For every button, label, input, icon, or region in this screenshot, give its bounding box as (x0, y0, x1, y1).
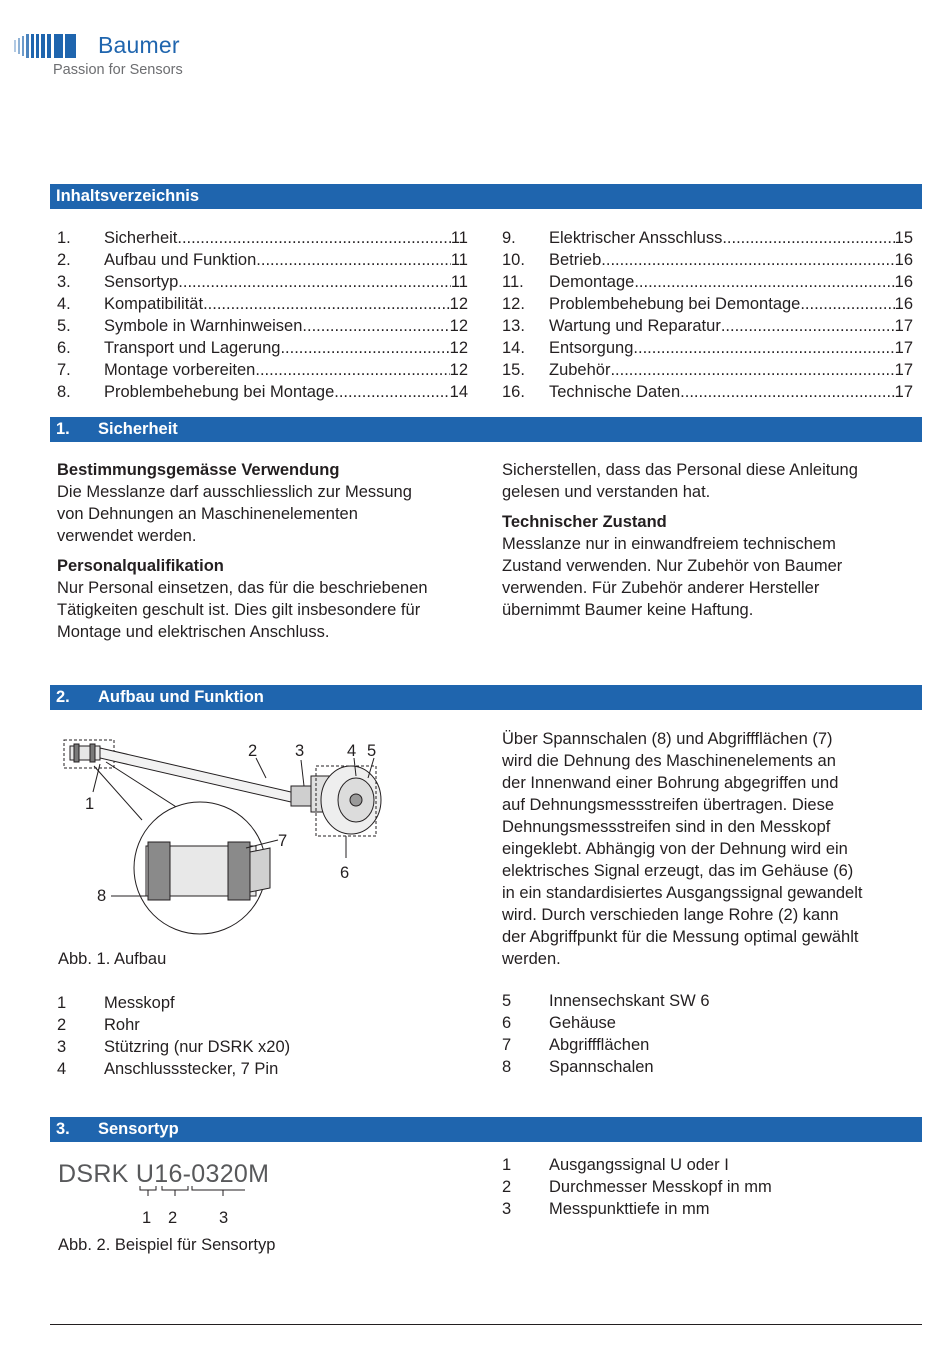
toc-entry-page: 12 (449, 295, 468, 313)
section-3-title: Sensortyp (98, 1120, 179, 1138)
toc-entry-page: 14 (449, 383, 468, 401)
legend-label: Abgriffflächen (549, 1036, 650, 1054)
callout-7: 7 (278, 832, 288, 850)
legend-item (57, 1014, 457, 1036)
clamping-shell-detail (148, 842, 170, 900)
toc-entry-line (104, 381, 468, 403)
toc-entry-line (549, 227, 913, 249)
toc-dot-leader (178, 271, 451, 293)
legend-number: 8 (502, 1058, 512, 1076)
toc-entry-number: 4. (57, 295, 71, 313)
figure-2-caption: Abb. 2. Beispiel für Sensortyp (58, 1236, 276, 1254)
heading-technischer-zustand: Technischer Zustand (502, 513, 667, 531)
description-line: der Innenwand einer Bohrung abgegriffen und (502, 774, 839, 792)
toc-entry[interactable] (502, 337, 913, 359)
toc-dot-leader (800, 293, 894, 315)
footer-divider (50, 1324, 922, 1325)
description-line: wird die Dehnung des Maschinenelements an (502, 752, 836, 770)
toc-entry-label: Problembehebung bei Demontage (549, 295, 801, 313)
toc-entry[interactable] (57, 293, 468, 315)
legend-number: 7 (502, 1036, 512, 1054)
toc-entry[interactable] (502, 293, 913, 315)
toc-entry-label: Sensortyp (104, 273, 179, 291)
type-code-markers (135, 1186, 245, 1230)
legend-number: 2 (57, 1016, 67, 1034)
toc-entry-label: Montage vorbereiten (104, 361, 256, 379)
toc-entry-number: 9. (502, 229, 516, 247)
toc-entry[interactable] (57, 337, 468, 359)
description-line: auf Dehnungsmessstreifen übertragen. Diese (502, 796, 835, 814)
legend-label: Durchmesser Messkopf in mm (549, 1178, 772, 1196)
text-line: verwenden. Für Zubehör anderer Hersteller (502, 579, 820, 597)
toc-entry[interactable] (502, 315, 913, 337)
toc-entry-line (104, 337, 468, 359)
toc-entry-line (549, 271, 913, 293)
text-line: Die Messlanze darf ausschliesslich zur Messung (57, 483, 412, 501)
toc-entry-page: 11 (450, 229, 468, 247)
toc-entry-label: Elektrischer Ansschluss (549, 229, 723, 247)
toc-entry[interactable] (502, 381, 913, 403)
text-line: gelesen und verstanden hat. (502, 483, 711, 501)
toc-dot-leader (255, 359, 449, 381)
description-line: eingeklebt. Abhängig von der Dehnung wird ein (502, 840, 848, 858)
text-line: Nur Personal einsetzen, das für die beschriebenen (57, 579, 428, 597)
section-1-number: 1. (56, 420, 70, 438)
legend-item (502, 1176, 902, 1198)
toc-entry-label: Sicherheit (104, 229, 178, 247)
baumer-logo (14, 30, 204, 85)
toc-entry-label: Problembehebung bei Montage (104, 383, 335, 401)
legend-number: 1 (502, 1156, 512, 1174)
text-line: Montage und elektrischen Anschluss. (57, 623, 330, 641)
toc-entry-page: 12 (449, 317, 468, 335)
section-2-legend-left (57, 992, 457, 1080)
toc-entry-page: 11 (450, 273, 468, 291)
legend-item (57, 1058, 457, 1080)
measuring-lance-figure (56, 728, 396, 938)
legend-label: Ausgangssignal U oder I (549, 1156, 729, 1174)
toc-entry[interactable] (502, 359, 913, 381)
legend-item (57, 992, 457, 1014)
toc-entry-number: 15. (502, 361, 525, 379)
toc-entry-label: Betrieb (549, 251, 602, 269)
legend-label: Anschlussstecker, 7 Pin (104, 1060, 279, 1078)
text-line: Tätigkeiten geschult ist. Dies gilt insbesondere für (57, 601, 421, 619)
legend-number: 5 (502, 992, 512, 1010)
toc-dot-leader (634, 271, 894, 293)
toc-entry[interactable] (502, 227, 913, 249)
callout-1: 1 (85, 795, 95, 813)
text-line: übernimmt Baumer keine Haftung. (502, 601, 754, 619)
toc-entry-line (104, 315, 468, 337)
legend-label: Innensechskant SW 6 (549, 992, 710, 1010)
legend-number: 6 (502, 1014, 512, 1032)
legend-item (502, 1154, 902, 1176)
toc-entry-label: Transport und Lagerung (104, 339, 281, 357)
toc-dot-leader (177, 227, 450, 249)
toc-entry-line (104, 249, 468, 271)
description-line: in ein standardisiertes Ausgangssignal gewandelt (502, 884, 863, 902)
toc-entry-line (549, 315, 913, 337)
toc-entry-number: 14. (502, 339, 525, 357)
toc-entry-label: Aufbau und Funktion (104, 251, 257, 269)
callout-3: 3 (295, 742, 305, 760)
callout-6: 6 (340, 864, 350, 882)
toc-entry-page: 17 (894, 339, 913, 357)
toc-entry-number: 16. (502, 383, 525, 401)
legend-label: Gehäuse (549, 1014, 616, 1032)
code-marker-1: 1 (142, 1209, 152, 1227)
toc-entry-number: 5. (57, 317, 71, 335)
legend-label: Messkopf (104, 994, 175, 1012)
toc-dot-leader (334, 381, 449, 403)
legend-item (502, 990, 902, 1012)
toc-entry-page: 17 (894, 383, 913, 401)
toc-title: Inhaltsverzeichnis (56, 187, 200, 205)
brand-name: Baumer (98, 32, 180, 58)
description-line: wird. Durch verschieden lange Rohre (2) kann (502, 906, 839, 924)
toc-entry-page: 16 (894, 251, 913, 269)
toc-entry-page: 12 (449, 361, 468, 379)
legend-item (502, 1012, 902, 1034)
toc-entry-label: Demontage (549, 273, 635, 291)
toc-entry-number: 8. (57, 383, 71, 401)
code-marker-2: 2 (168, 1209, 178, 1227)
callout-2: 2 (248, 742, 258, 760)
toc-entry[interactable] (502, 271, 913, 293)
toc-entry-line (549, 359, 913, 381)
section-1-header (50, 417, 922, 442)
toc-entry-line (549, 337, 913, 359)
description-line: der Abgriffpunkt für die Messung optimal gewählt (502, 928, 859, 946)
section-3-legend (502, 1154, 902, 1220)
heading-personal: Personalqualifikation (57, 557, 224, 575)
toc-entry-page: 16 (894, 295, 913, 313)
baumer-logo-icon (14, 34, 94, 58)
heading-bestimmung: Bestimmungsgemässe Verwendung (57, 461, 340, 479)
callout-8: 8 (97, 887, 107, 905)
toc-entry-page: 11 (450, 251, 468, 269)
legend-item (57, 1036, 457, 1058)
legend-number: 4 (57, 1060, 67, 1078)
toc-entry-number: 13. (502, 317, 525, 335)
toc-entry-label: Kompatibilität (104, 295, 204, 313)
toc-entry-line (104, 293, 468, 315)
legend-label: Spannschalen (549, 1058, 654, 1076)
toc-entry-number: 12. (502, 295, 525, 313)
section-2-description (502, 728, 922, 970)
section-3-header (50, 1117, 922, 1142)
description-line: Dehnungsmessstreifen sind in den Messkopf (502, 818, 831, 836)
toc-entry-number: 11. (502, 273, 524, 291)
toc-dot-leader (680, 381, 894, 403)
toc-entry-line (549, 293, 913, 315)
toc-dot-leader (256, 249, 451, 271)
toc-entry[interactable] (57, 315, 468, 337)
section-2-header (50, 685, 922, 710)
toc-entry-number: 2. (57, 251, 71, 269)
toc-entry-page: 12 (449, 339, 468, 357)
section-1-title: Sicherheit (98, 420, 178, 438)
callout-4: 4 (347, 742, 357, 760)
toc-entry[interactable] (502, 249, 913, 271)
toc-right-column (502, 227, 913, 403)
section-3-number: 3. (56, 1120, 70, 1138)
toc-entry-label: Technische Daten (549, 383, 681, 401)
toc-dot-leader (633, 337, 894, 359)
text-line: Zustand verwenden. Nur Zubehör von Baumer (502, 557, 843, 575)
toc-dot-leader (302, 315, 449, 337)
toc-entry-number: 3. (57, 273, 71, 291)
figure-1-caption: Abb. 1. Aufbau (58, 950, 167, 968)
toc-left-column (57, 227, 468, 403)
toc-header (50, 184, 922, 209)
legend-number: 1 (57, 994, 67, 1012)
legend-label: Stützring (nur DSRK x20) (104, 1038, 291, 1056)
legend-number: 3 (57, 1038, 67, 1056)
legend-item (502, 1056, 902, 1078)
support-ring (291, 786, 311, 806)
brand-tagline: Passion for Sensors (53, 62, 183, 78)
description-line: Über Spannschalen (8) und Abgriffflächen (7) (502, 730, 833, 748)
section-2-legend-right (502, 990, 902, 1078)
toc-entry-page: 17 (894, 361, 913, 379)
toc-entry[interactable] (57, 359, 468, 381)
toc-entry-label: Symbole in Warnhinweisen (104, 317, 303, 335)
toc-entry-page: 17 (894, 317, 913, 335)
toc-entry-number: 6. (57, 339, 71, 357)
text-line: verwendet werden. (57, 527, 197, 545)
toc-entry-line (104, 359, 468, 381)
toc-entry-page: 15 (894, 229, 913, 247)
legend-label: Rohr (104, 1016, 140, 1034)
toc-dot-leader (601, 249, 894, 271)
toc-entry-line (549, 249, 913, 271)
toc-entry-label: Zubehör (549, 361, 611, 379)
toc-entry-number: 1. (57, 229, 71, 247)
toc-entry-page: 16 (894, 273, 913, 291)
toc-entry[interactable] (57, 227, 468, 249)
sensor-type-code: DSRK U16-0320M (58, 1160, 270, 1188)
text-line: Messlanze nur in einwandfreiem technischem (502, 535, 836, 553)
description-line: werden. (502, 950, 561, 968)
legend-number: 2 (502, 1178, 512, 1196)
toc-dot-leader (721, 315, 895, 337)
toc-entry[interactable] (57, 271, 468, 293)
callout-5: 5 (367, 742, 377, 760)
toc-entry-line (104, 271, 468, 293)
toc-entry-line (549, 381, 913, 403)
toc-entry-number: 7. (57, 361, 71, 379)
legend-number: 3 (502, 1200, 512, 1218)
toc-dot-leader (203, 293, 450, 315)
section-1-right-column (502, 459, 922, 621)
text-line: Sicherstellen, dass das Personal diese Anleitung (502, 461, 858, 479)
toc-entry-line (104, 227, 468, 249)
tube (100, 748, 291, 802)
section-1-left-column (57, 459, 477, 643)
toc-dot-leader (610, 359, 894, 381)
section-2-title: Aufbau und Funktion (98, 688, 264, 706)
text-line: von Dehnungen an Maschinenelementen (57, 505, 358, 523)
toc-entry-label: Wartung und Reparatur (549, 317, 721, 335)
toc-entry-number: 10. (502, 251, 525, 269)
description-line: elektrisches Signal erzeugt, das im Gehäuse (6) (502, 862, 854, 880)
legend-item (502, 1198, 902, 1220)
toc-dot-leader (722, 227, 894, 249)
legend-item (502, 1034, 902, 1056)
toc-entry[interactable] (57, 249, 468, 271)
section-2-number: 2. (56, 688, 70, 706)
legend-label: Messpunkttiefe in mm (549, 1200, 710, 1218)
toc-entry[interactable] (57, 381, 468, 403)
code-marker-3: 3 (219, 1209, 229, 1227)
toc-entry-label: Entsorgung (549, 339, 634, 357)
toc-dot-leader (280, 337, 449, 359)
